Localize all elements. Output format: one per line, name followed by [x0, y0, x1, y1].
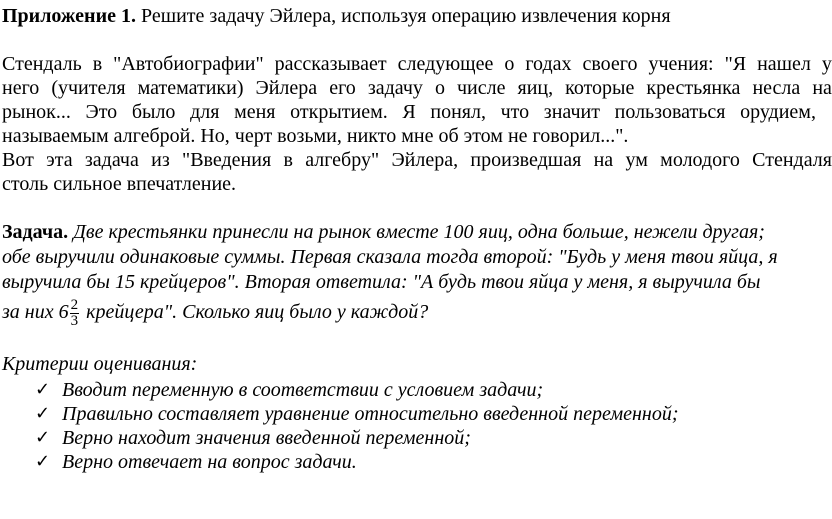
criteria-item-text: Правильно составляет уравнение относительно введенной переменной; [62, 403, 679, 425]
task-line-1 [2, 220, 765, 244]
task-line-3: выручила бы 15 крейцеров". Вторая ответила: "А будь твои яйца у меня, я выручила бы [2, 271, 761, 293]
task-text-4-before: за них 6 [2, 301, 69, 324]
task-text-4-after: крейцера". Сколько яиц было у каждой? [81, 301, 429, 324]
fraction-numerator: 2 [70, 297, 79, 313]
fraction-denominator: 3 [70, 313, 79, 329]
paragraph-line-1: Стендаль в "Автобиографии" рассказывает следующее о годах своего учения: "Я нашел у [2, 53, 832, 75]
check-icon: ✓ [35, 403, 51, 424]
appendix-title [2, 4, 671, 28]
criteria-heading: Критерии оценивания: [2, 353, 198, 375]
paragraph-line-5: Вот эта задача из "Введения в алгебру" Эйлера, произведшая на ум молодого Стендаля [2, 149, 832, 171]
paragraph-line-2: него (учителя математики) Эйлера его задачу о числе яиц, которые крестьянка несла на [2, 77, 832, 99]
check-icon: ✓ [35, 379, 51, 400]
task-label: Задача. [2, 221, 69, 243]
fraction-two-thirds [70, 298, 80, 329]
task-line-2: обе выручили одинаковые суммы. Первая сказала тогда второй: "Будь у меня твои яйца, я [2, 246, 778, 268]
task-text-1: Две крестьянки принесли на рынок вместе 100 яиц, одна больше, нежели другая; [68, 221, 765, 243]
paragraph-line-4: называемым алгеброй. Но, черт возьми, никто мне об этом не говорил...". [2, 125, 629, 147]
check-icon: ✓ [35, 427, 51, 448]
criteria-item-text: Вводит переменную в соответствии с условием задачи; [62, 379, 544, 401]
task-line-4 [2, 298, 428, 329]
check-icon: ✓ [35, 451, 51, 472]
paragraph-line-6: столь сильное впечатление. [2, 173, 237, 195]
criteria-item-text: Верно находит значения введенной переменной; [62, 427, 471, 449]
appendix-instruction: Решите задачу Эйлера, используя операцию извлечения корня [135, 5, 671, 27]
appendix-label: Приложение 1. [2, 5, 136, 27]
criteria-item-text: Верно отвечает на вопрос задачи. [62, 451, 357, 473]
paragraph-line-3: рынок... Это было для меня открытием. Я понял, что значит пользоваться орудием, [2, 101, 816, 123]
